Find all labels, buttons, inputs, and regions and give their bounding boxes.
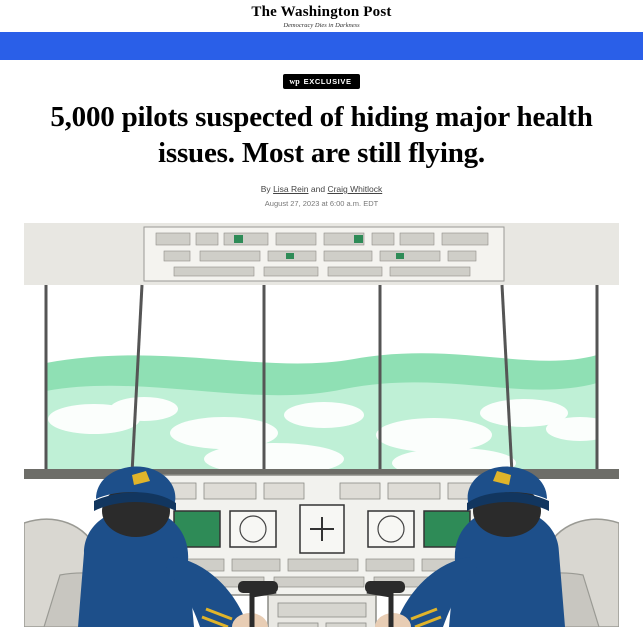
masthead bbox=[0, 0, 643, 32]
kicker-container bbox=[46, 74, 597, 89]
masthead-slogan: Democracy Dies in Darkness bbox=[283, 22, 360, 29]
author-link-two[interactable]: Craig Whitlock bbox=[327, 184, 383, 194]
byline bbox=[46, 183, 597, 195]
publish-timestamp: August 27, 2023 at 6:00 a.m. EDT bbox=[264, 199, 379, 208]
page-title: 5,000 pilots suspected of hiding major health issues. Most are still flying. bbox=[50, 101, 593, 169]
masthead-title[interactable]: The Washington Post bbox=[251, 4, 392, 20]
top-navigation-bar[interactable] bbox=[0, 32, 643, 60]
wp-logo-icon: wp bbox=[289, 77, 300, 86]
exclusive-badge bbox=[283, 74, 359, 89]
byline-conjunction: and bbox=[310, 184, 326, 194]
article-illustration bbox=[24, 223, 619, 627]
kicker-label: EXCLUSIVE bbox=[303, 77, 352, 86]
byline-prefix: By bbox=[260, 184, 271, 194]
author-link-one[interactable]: Lisa Rein bbox=[273, 184, 309, 194]
cockpit-illustration-svg bbox=[24, 223, 619, 627]
article-header bbox=[0, 60, 643, 209]
